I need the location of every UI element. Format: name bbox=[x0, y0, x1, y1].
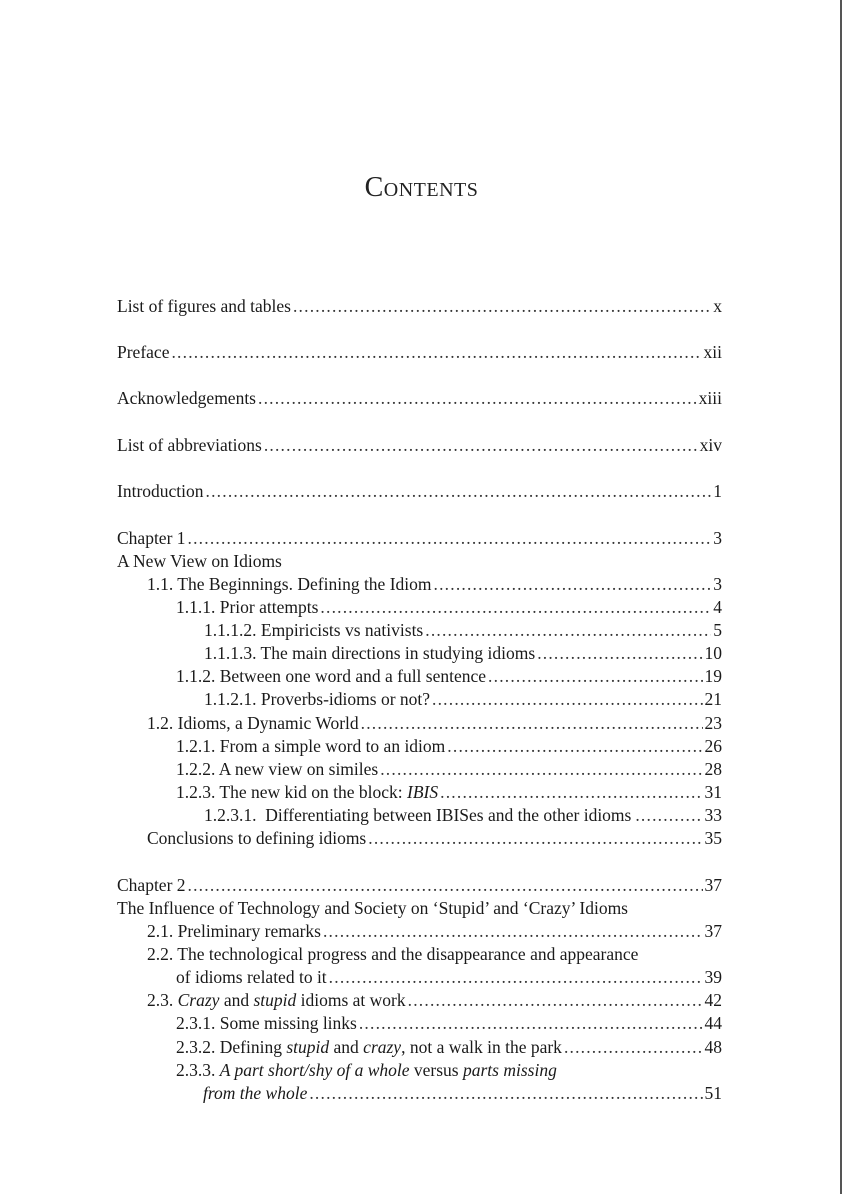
chapter-1-title: A New View on Idioms bbox=[117, 551, 282, 571]
toc-entry-label-italic: IBIS bbox=[407, 782, 439, 802]
dot-leader bbox=[368, 827, 702, 850]
toc-page-number: 48 bbox=[704, 1037, 722, 1057]
label-part: 2.3.2. Defining bbox=[176, 1037, 287, 1057]
toc-entry-2-3-3[interactable] bbox=[203, 1082, 722, 1105]
toc-page-number: 5 bbox=[713, 620, 722, 640]
toc-entry-2-3[interactable] bbox=[147, 989, 722, 1012]
toc-page-number: 42 bbox=[704, 990, 722, 1010]
toc-entry-label: Conclusions to defining idioms bbox=[147, 828, 367, 848]
label-part: idioms at work bbox=[296, 990, 406, 1010]
toc-entry-1-1-2[interactable] bbox=[176, 665, 722, 688]
dot-leader bbox=[309, 1082, 702, 1105]
toc-entry-2-1[interactable] bbox=[147, 920, 722, 943]
dot-leader bbox=[447, 735, 702, 758]
toc-entry-label: 1.1.1. Prior attempts bbox=[176, 597, 319, 617]
toc-entry-acknowledgements[interactable] bbox=[117, 387, 722, 410]
toc-entry-conclusions-1[interactable] bbox=[147, 827, 722, 850]
dot-leader bbox=[380, 758, 702, 781]
toc-entry-2-3-2[interactable] bbox=[176, 1036, 722, 1059]
toc-entry-chapter-1[interactable] bbox=[117, 527, 722, 550]
label-italic: Crazy bbox=[177, 990, 220, 1010]
dot-leader bbox=[440, 781, 702, 804]
toc-entry-label bbox=[176, 781, 438, 804]
toc-entry-label: Chapter 1 bbox=[117, 528, 186, 548]
dot-leader bbox=[293, 295, 711, 318]
toc-entry-label: 1.1.1.3. The main directions in studying idioms bbox=[204, 643, 536, 663]
toc-entry-2-3-1[interactable] bbox=[176, 1012, 722, 1035]
dot-leader bbox=[171, 341, 701, 364]
toc-entry-label: 1.2.3.1. Differentiating between IBISes and the other idioms bbox=[204, 805, 632, 825]
dot-leader bbox=[206, 480, 712, 503]
dot-leader bbox=[635, 804, 700, 827]
toc-entry-label: 1.1.2. Between one word and a full sentence bbox=[176, 666, 487, 686]
toc-entry-abbreviations[interactable] bbox=[117, 434, 722, 457]
toc-page-number: 51 bbox=[704, 1083, 722, 1103]
toc-entry-label bbox=[147, 989, 406, 1012]
toc-entry-label: 2.1. Preliminary remarks bbox=[147, 921, 321, 941]
toc-entry-1-2-1[interactable] bbox=[176, 735, 722, 758]
label-part: 2.3. bbox=[147, 990, 178, 1010]
label-part: 2.3.3. bbox=[176, 1060, 220, 1080]
toc-page-number: xiv bbox=[699, 435, 722, 455]
toc-entry-1-2-3-1[interactable] bbox=[204, 804, 722, 827]
toc-entry-label: 1.2.2. A new view on similes bbox=[176, 759, 379, 779]
label-part: , not a walk in the park bbox=[401, 1037, 562, 1057]
label-italic: A part short/shy of a whole bbox=[219, 1060, 410, 1080]
toc-page-number: 31 bbox=[704, 782, 722, 802]
dot-leader bbox=[258, 387, 697, 410]
toc-page-number: 3 bbox=[713, 574, 722, 594]
toc-page-number: 26 bbox=[704, 736, 722, 756]
toc-entry-label: List of abbreviations bbox=[117, 435, 262, 455]
toc-entry-label bbox=[176, 1036, 562, 1059]
toc-entry-2-3-3-line-1[interactable] bbox=[176, 1059, 557, 1082]
label-italic: stupid bbox=[253, 990, 297, 1010]
toc-entry-label: 1.2.1. From a simple word to an idiom bbox=[176, 736, 446, 756]
dot-leader bbox=[432, 688, 702, 711]
toc-page-number: 33 bbox=[704, 805, 722, 825]
toc-page-number: 37 bbox=[704, 875, 722, 895]
toc-page-number: 37 bbox=[704, 921, 722, 941]
dot-leader bbox=[359, 1012, 703, 1035]
toc-entry-1-1-1-3[interactable] bbox=[204, 642, 722, 665]
toc-entry-1-2-3[interactable] bbox=[176, 781, 722, 804]
dot-leader bbox=[408, 989, 703, 1012]
toc-page-number: 19 bbox=[704, 666, 722, 686]
toc-page-number: 3 bbox=[713, 528, 722, 548]
dot-leader bbox=[323, 920, 703, 943]
toc-entry-label: of idioms related to it bbox=[176, 967, 327, 987]
label-italic: from the whole bbox=[203, 1083, 308, 1103]
toc-entry-chapter-2[interactable] bbox=[117, 874, 722, 897]
toc-page-number: x bbox=[713, 296, 722, 316]
dot-leader bbox=[329, 966, 703, 989]
toc-entry-1-1-1-2[interactable] bbox=[204, 619, 722, 642]
toc-entry-1-2-2[interactable] bbox=[176, 758, 722, 781]
dot-leader bbox=[188, 874, 703, 897]
dot-leader bbox=[537, 642, 702, 665]
toc-page-number: 21 bbox=[704, 689, 722, 709]
toc-entry-label: 1.1. The Beginnings. Defining the Idiom bbox=[147, 574, 432, 594]
toc-entry-1-1-2-1[interactable] bbox=[204, 688, 722, 711]
dot-leader bbox=[188, 527, 712, 550]
toc-entry-label: 1.1.1.2. Empiricists vs nativists bbox=[204, 620, 424, 640]
toc-entry-label: 2.3.1. Some missing links bbox=[176, 1013, 357, 1033]
label-italic: parts missing bbox=[462, 1060, 557, 1080]
dot-leader bbox=[425, 619, 711, 642]
dot-leader bbox=[264, 434, 698, 457]
page-title: Contents bbox=[364, 172, 479, 203]
toc-page-number: 4 bbox=[713, 597, 722, 617]
toc-entry-label: 1.2. Idioms, a Dynamic World bbox=[147, 713, 359, 733]
toc-page-number: 44 bbox=[704, 1013, 722, 1033]
toc-entry-2-2[interactable] bbox=[176, 966, 722, 989]
toc-page-number: xii bbox=[703, 342, 722, 362]
label-part: versus bbox=[409, 1060, 463, 1080]
toc-page-number: 23 bbox=[704, 713, 722, 733]
dot-leader bbox=[434, 573, 712, 596]
toc-entry-label: Acknowledgements bbox=[117, 388, 256, 408]
toc-entry-label: Introduction bbox=[117, 481, 204, 501]
toc-page-number: 10 bbox=[704, 643, 722, 663]
dot-leader bbox=[361, 712, 703, 735]
toc-entry-label: List of figures and tables bbox=[117, 296, 291, 316]
toc-page-number: 39 bbox=[704, 967, 722, 987]
toc-entry-1-2[interactable] bbox=[147, 712, 722, 735]
toc-entry-label: Preface bbox=[117, 342, 170, 362]
toc-entry-introduction[interactable] bbox=[117, 480, 722, 503]
label-italic: crazy bbox=[363, 1037, 402, 1057]
label-italic: stupid bbox=[286, 1037, 330, 1057]
toc-entry-label: Chapter 2 bbox=[117, 875, 186, 895]
toc-page-number: 35 bbox=[704, 828, 722, 848]
toc-page-number: xiii bbox=[698, 388, 722, 408]
chapter-2-title: The Influence of Technology and Society on ‘Stupid’ and ‘Crazy’ Idioms bbox=[117, 898, 628, 918]
dot-leader bbox=[488, 665, 702, 688]
dot-leader bbox=[320, 596, 711, 619]
label-part: and bbox=[329, 1037, 364, 1057]
label-part: and bbox=[219, 990, 254, 1010]
dot-leader bbox=[564, 1036, 703, 1059]
toc-entry-2-2-line-1[interactable]: 2.2. The technological progress and the disappearance and appearance bbox=[147, 944, 639, 964]
toc-entry-label: 1.1.2.1. Proverbs-idioms or not? bbox=[204, 689, 431, 709]
toc-entry-figures[interactable] bbox=[117, 295, 722, 318]
toc-entry-label-text: 1.2.3. The new kid on the block: bbox=[176, 782, 408, 802]
toc-entry-1-1[interactable] bbox=[147, 573, 722, 596]
toc-entry-preface[interactable] bbox=[117, 341, 722, 364]
toc-entry-1-1-1[interactable] bbox=[176, 596, 722, 619]
toc-page-number: 1 bbox=[713, 481, 722, 501]
toc-entry-label bbox=[203, 1082, 307, 1105]
toc-page-number: 28 bbox=[704, 759, 722, 779]
